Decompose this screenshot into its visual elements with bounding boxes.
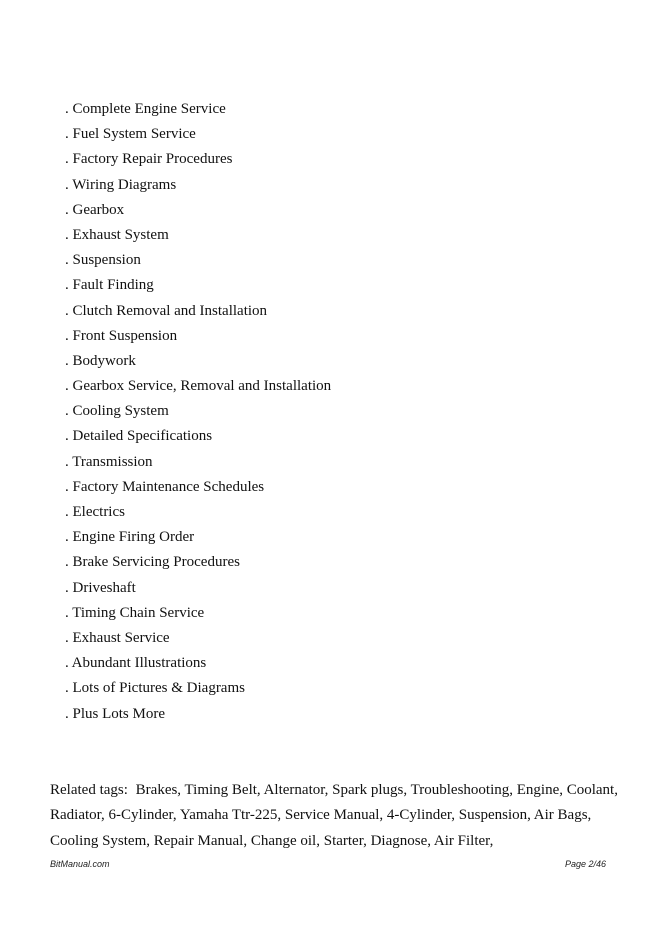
list-item: . Exhaust Service: [65, 629, 170, 646]
related-tags-text: Brakes, Timing Belt, Alternator, Spark plugs, Troubleshooting, Engine, Coolant, Radiator, 6-Cylinder, Yamaha Ttr-225, Service Manual, 4-Cylinder, Suspension, Air Bags, Cooling System, Repair Manual, Change oil, Starter, Diagnose, Air Filter,: [50, 782, 618, 849]
list-item: . Factory Maintenance Schedules: [65, 478, 265, 495]
list-item: . Lots of Pictures & Diagrams: [65, 680, 245, 697]
list-item: . Detailed Specifications: [65, 428, 213, 445]
list-item: . Gearbox Service, Removal and Installation: [65, 378, 332, 395]
footer-site: BitManual.com: [50, 859, 110, 869]
list-item: . Transmission: [65, 453, 153, 470]
list-item: . Gearbox: [65, 201, 125, 218]
related-tags: [50, 778, 630, 854]
list-item: . Front Suspension: [65, 327, 178, 344]
list-item: . Complete Engine Service: [65, 101, 226, 117]
list-item: . Plus Lots More: [65, 705, 166, 722]
list-item: . Timing Chain Service: [65, 604, 205, 621]
list-item: . Fault Finding: [65, 277, 154, 294]
related-tags-label: Related tags:: [50, 782, 132, 798]
list-item: . Brake Servicing Procedures: [65, 554, 240, 571]
list-item: . Driveshaft: [65, 579, 136, 596]
list-item: . Clutch Removal and Installation: [65, 302, 268, 319]
list-item: . Wiring Diagrams: [65, 176, 177, 193]
list-item: . Factory Repair Procedures: [65, 151, 233, 168]
list-item: . Suspension: [65, 252, 141, 269]
footer-page-number: Page 2/46: [564, 859, 606, 869]
list-item: . Bodywork: [65, 352, 136, 369]
list-item: . Exhaust System: [65, 226, 169, 243]
list-item: . Cooling System: [65, 403, 169, 420]
list-item: . Electrics: [65, 504, 125, 520]
list-item: . Abundant Illustrations: [65, 655, 207, 672]
list-item: . Engine Firing Order: [65, 529, 195, 546]
list-item: . Fuel System Service: [65, 126, 196, 143]
service-list: [65, 98, 331, 728]
